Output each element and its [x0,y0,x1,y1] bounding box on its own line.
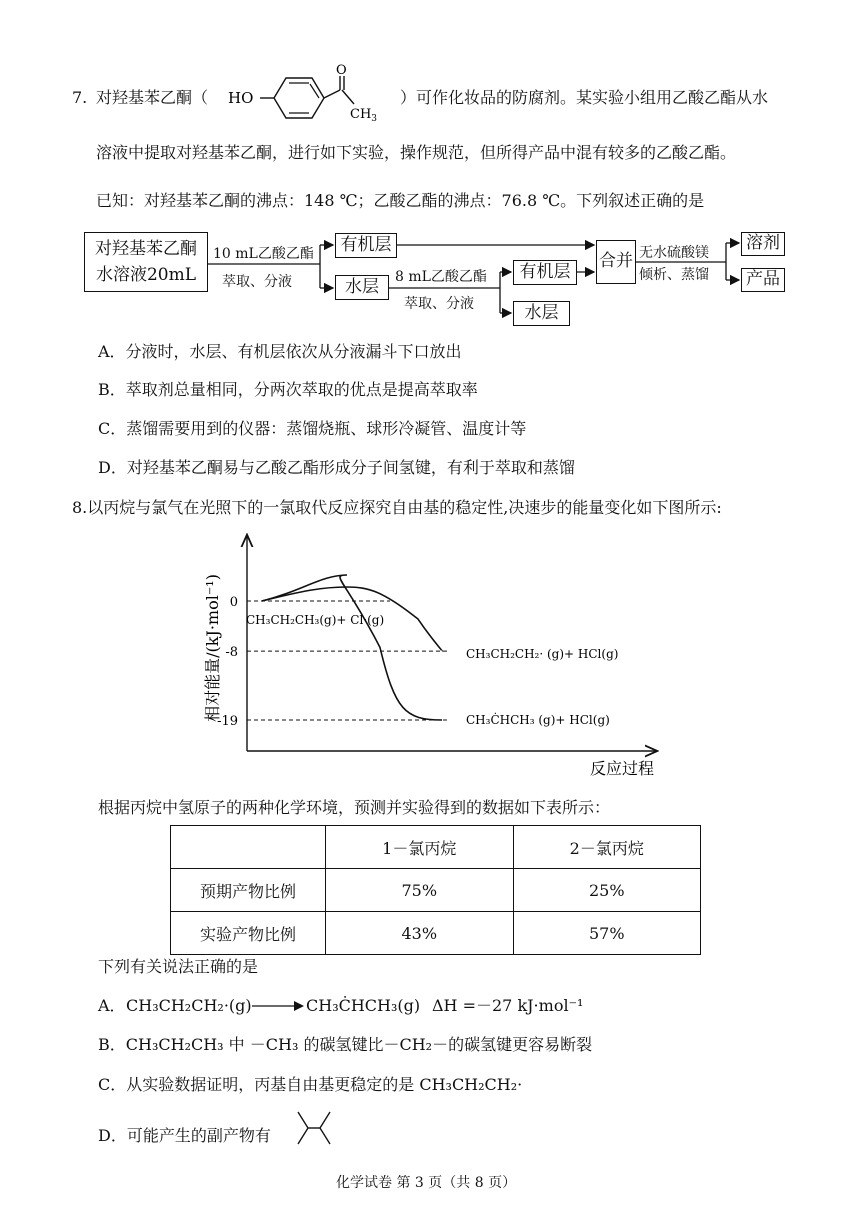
q7-stem-a: 对羟基苯乙酮（ [96,88,209,107]
flow-merge-box: 合并 [596,240,636,284]
q7-stem-line3: 已知：对羟基苯乙酮的沸点：148 ℃；乙酸乙酯的沸点：76.8 ℃。下列叙述正确的是 [96,191,705,210]
curve-secondary-radical [262,575,442,720]
table-cell: 实验产物比例 [171,912,326,955]
right-arrow-icon [250,998,306,1014]
flow-step1-bottom: 萃取、分液 [222,274,292,290]
product1-label: CH₃CH₂CH₂· (g)+ HCl(g) [466,647,619,661]
ch3-label: $CH_3$ [350,107,378,124]
flow-organic2-box: 有机层 [513,260,577,285]
o-label: O [336,63,347,78]
q7-option-c: C．蒸馏需要用到的仪器：蒸馏烧瓶、球形冷凝管、温度计等 [98,419,527,438]
x-axis-label: 反应过程 [590,759,655,778]
table-row [171,912,701,955]
product2-label: CH₃ĊHCH₃ (g)+ HCl(g) [466,713,610,727]
q7-option-a: A．分液时，水层、有机层依次从分液漏斗下口放出 [98,342,462,361]
flow-product-box: 产品 [741,268,785,292]
table-header-cell: 2－氯丙烷 [513,826,701,869]
q7-option-d: D．对羟基苯乙酮易与乙酸乙酯形成分子间氢键，有利于萃取和蒸馏 [98,458,575,477]
table-header-cell [171,826,326,869]
table-row [171,869,701,912]
product-ratio-table [170,825,701,955]
q8-option-c: C．从实验数据证明，丙基自由基更稳定的是 CH₃CH₂CH₂· [98,1075,523,1094]
y-tick-label: -19 [217,714,238,729]
flow-step2-top: 8 mL乙酸乙酯 [395,269,487,285]
q7-stem-line2: 溶液中提取对羟基苯乙酮，进行如下实验，操作规范，但所得产品中混有较多的乙酸乙酯。 [96,143,737,162]
flow-step2-bottom: 萃取、分液 [404,296,474,312]
flow-step1-top: 10 mL乙酸乙酯 [213,246,314,262]
q8-stem: 8.以丙烷与氯气在光照下的一氯取代反应探究自由基的稳定性,决速步的能量变化如下图所示: [72,498,722,517]
q8-option-a-product: CH₃ĊHCH₃(g) [306,996,421,1015]
q7-stem-b: ）可作化妆品的防腐剂。某实验小组用乙酸乙酯从水 [400,88,769,107]
q8-option-b: B．CH₃CH₂CH₃ 中 －CH₃ 的碳氢键比－CH₂－的碳氢键更容易断裂 [98,1035,593,1054]
q8-question: 下列有关说法正确的是 [98,957,259,976]
ho-label: HO [228,89,254,107]
y-tick-label: -8 [225,645,238,661]
table-cell: 75% [326,869,514,912]
q7-option-b: B．萃取剂总量相同，分两次萃取的优点是提高萃取率 [98,380,478,399]
reactant-label: CH₃CH₂CH₃(g)+ Cl·(g) [246,613,385,627]
flow-arrows [0,0,867,340]
page-footer: 化学试卷 第 3 页（共 8 页） [336,1175,517,1191]
q8-option-a-dh: ΔH =－27 kJ·mol⁻¹ [432,996,584,1015]
energy-diagram [180,528,680,784]
q8-option-a-prefix: A． [98,996,126,1015]
y-axis-label: 相对能量/(kJ·mol⁻¹) [203,574,222,722]
flow-aqueous2-box: 水层 [513,301,570,326]
q8-option-d: D．可能产生的副产物有 [98,1126,271,1145]
flow-step3-top: 无水硫酸镁 [639,245,709,261]
q7-number: 7. [72,88,88,107]
table-cell: 预期产物比例 [171,869,326,912]
table-cell: 57% [513,912,701,955]
flow-solvent-box: 溶剂 [741,232,785,256]
flow-step3-bottom: 倾析、蒸馏 [639,267,709,283]
flow-start-line1: 对羟基苯乙酮 [95,239,197,259]
flow-aqueous1-box: 水层 [335,275,389,300]
table-header-row [171,826,701,869]
flow-start-line2: 水溶液20mL [95,265,197,285]
table-cell: 25% [513,869,701,912]
q8-option-a-reactant: CH₃CH₂CH₂·(g) [126,996,252,1015]
skeletal-structure [292,1108,338,1148]
q8-table-intro: 根据丙烷中氢原子的两种化学环境，预测并实验得到的数据如下表所示： [98,798,611,817]
flow-organic1-box: 有机层 [335,233,397,258]
table-header-cell: 1－氯丙烷 [326,826,514,869]
table-cell: 43% [326,912,514,955]
y-tick-label: 0 [229,595,238,610]
